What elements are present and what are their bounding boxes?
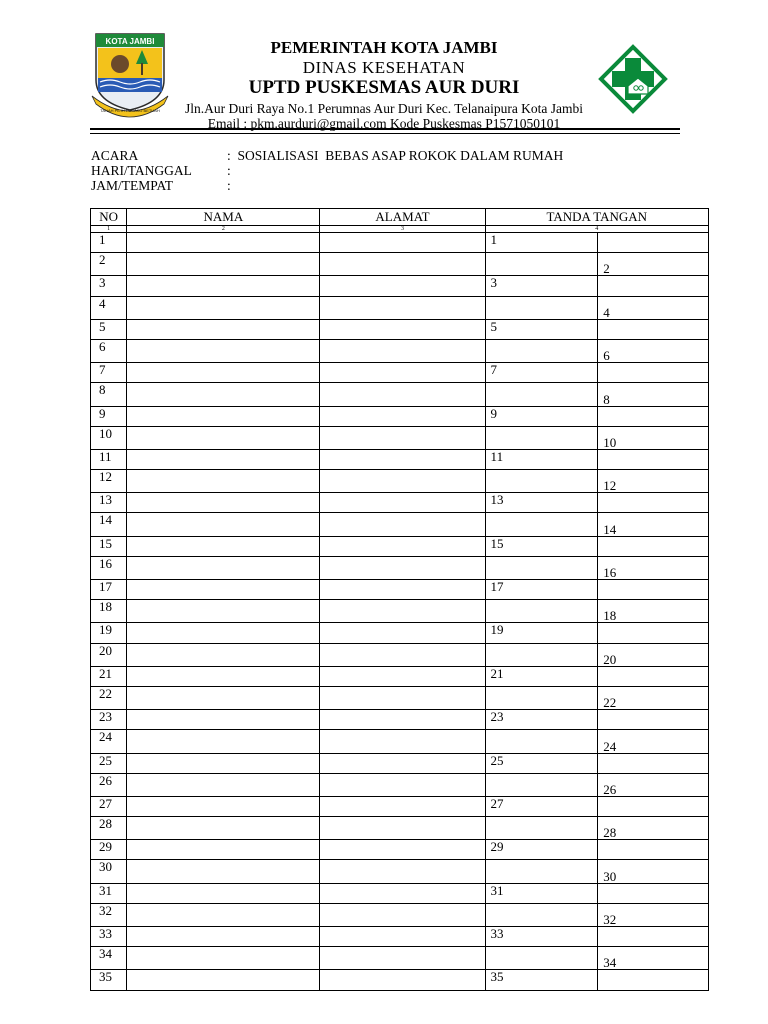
nama-cell	[127, 817, 320, 840]
table-row	[91, 233, 709, 253]
table-row	[91, 796, 709, 816]
column-header-no: NO	[91, 209, 127, 226]
signature-cell-right: 8	[598, 383, 709, 406]
nama-cell	[127, 536, 320, 556]
table-row	[91, 600, 709, 623]
table-row	[91, 426, 709, 449]
alamat-cell	[320, 363, 485, 383]
column-number: 2	[127, 226, 320, 233]
column-number: 3	[320, 226, 485, 233]
nama-cell	[127, 319, 320, 339]
nama-cell	[127, 406, 320, 426]
info-row-jam-tempat	[91, 178, 563, 193]
government-name: PEMERINTAH KOTA JAMBI	[270, 38, 498, 57]
svg-text:TANAH PILIH PUSAKO BETUAH: TANAH PILIH PUSAKO BETUAH	[100, 108, 160, 113]
table-row	[91, 253, 709, 276]
nama-cell	[127, 903, 320, 926]
signature-cell-left	[485, 470, 598, 493]
contact-line: Email : pkm.aurduri@gmail.com Kode Puskesmas P1571050101	[207, 116, 561, 132]
signature-cell-right	[598, 883, 709, 903]
alamat-cell	[320, 840, 485, 860]
info-value: :	[227, 163, 231, 178]
signature-cell-right	[598, 710, 709, 730]
signature-cell-right	[598, 580, 709, 600]
row-number: 31	[91, 883, 127, 903]
alamat-cell	[320, 296, 485, 319]
alamat-cell	[320, 253, 485, 276]
alamat-cell	[320, 710, 485, 730]
nama-cell	[127, 600, 320, 623]
signature-cell-left: 5	[485, 319, 598, 339]
alamat-cell	[320, 773, 485, 796]
signature-cell-right	[598, 666, 709, 686]
info-value: : SOSIALISASI BEBAS ASAP ROKOK DALAM RUMAH	[227, 148, 564, 163]
alamat-cell	[320, 927, 485, 947]
nama-cell	[127, 710, 320, 730]
table-header-row	[91, 209, 709, 226]
alamat-cell	[320, 536, 485, 556]
alamat-cell	[320, 233, 485, 253]
nama-cell	[127, 947, 320, 970]
row-number: 28	[91, 817, 127, 840]
table-row	[91, 276, 709, 296]
table-row	[91, 580, 709, 600]
signature-cell-right: 16	[598, 556, 709, 579]
row-number: 9	[91, 406, 127, 426]
row-number: 19	[91, 623, 127, 643]
signature-cell-left: 7	[485, 363, 598, 383]
table-row	[91, 383, 709, 406]
table-row	[91, 710, 709, 730]
signature-cell-left: 13	[485, 493, 598, 513]
alamat-cell	[320, 730, 485, 753]
nama-cell	[127, 643, 320, 666]
row-number: 16	[91, 556, 127, 579]
row-number: 33	[91, 927, 127, 947]
alamat-cell	[320, 686, 485, 709]
alamat-cell	[320, 406, 485, 426]
nama-cell	[127, 276, 320, 296]
row-number: 27	[91, 796, 127, 816]
signature-cell-right	[598, 927, 709, 947]
signature-cell-left: 3	[485, 276, 598, 296]
signature-cell-right: 10	[598, 426, 709, 449]
nama-cell	[127, 730, 320, 753]
signature-cell-right	[598, 276, 709, 296]
signature-cell-right: 30	[598, 860, 709, 883]
signature-cell-right	[598, 796, 709, 816]
signature-cell-right: 24	[598, 730, 709, 753]
signature-cell-left: 9	[485, 406, 598, 426]
signature-cell-right: 22	[598, 686, 709, 709]
table-row	[91, 623, 709, 643]
info-label: ACARA	[91, 148, 139, 163]
nama-cell	[127, 493, 320, 513]
alamat-cell	[320, 339, 485, 362]
row-number: 13	[91, 493, 127, 513]
signature-cell-left: 35	[485, 970, 598, 990]
table-row	[91, 817, 709, 840]
nama-cell	[127, 253, 320, 276]
alamat-cell	[320, 600, 485, 623]
signature-cell-left	[485, 253, 598, 276]
info-row-acara	[91, 148, 563, 163]
nama-cell	[127, 796, 320, 816]
alamat-cell	[320, 860, 485, 883]
alamat-cell	[320, 449, 485, 469]
nama-cell	[127, 363, 320, 383]
alamat-cell	[320, 276, 485, 296]
table-row	[91, 903, 709, 926]
info-value: :	[227, 178, 231, 193]
alamat-cell	[320, 556, 485, 579]
column-number-row	[91, 226, 709, 233]
signature-cell-left: 33	[485, 927, 598, 947]
row-number: 34	[91, 947, 127, 970]
alamat-cell	[320, 580, 485, 600]
table-row	[91, 643, 709, 666]
alamat-cell	[320, 666, 485, 686]
row-number: 3	[91, 276, 127, 296]
alamat-cell	[320, 319, 485, 339]
row-number: 15	[91, 536, 127, 556]
signature-cell-right	[598, 406, 709, 426]
row-number: 1	[91, 233, 127, 253]
event-info	[91, 148, 563, 193]
alamat-cell	[320, 643, 485, 666]
table-row	[91, 753, 709, 773]
nama-cell	[127, 426, 320, 449]
alamat-cell	[320, 796, 485, 816]
table-row	[91, 730, 709, 753]
institution-name: UPTD PUSKESMAS AUR DURI	[248, 77, 520, 99]
alamat-cell	[320, 623, 485, 643]
nama-cell	[127, 773, 320, 796]
signature-cell-right	[598, 840, 709, 860]
department-name: DINAS KESEHATAN	[302, 57, 466, 77]
signature-cell-left	[485, 686, 598, 709]
table-row	[91, 666, 709, 686]
row-number: 23	[91, 710, 127, 730]
signature-cell-right	[598, 319, 709, 339]
table-row	[91, 686, 709, 709]
letterhead	[90, 38, 678, 132]
row-number: 26	[91, 773, 127, 796]
signature-cell-right: 4	[598, 296, 709, 319]
emblem-title: KOTA JAMBI	[105, 37, 155, 46]
nama-cell	[127, 970, 320, 990]
column-number: 4	[485, 226, 708, 233]
column-header-alamat: ALAMAT	[320, 209, 485, 226]
alamat-cell	[320, 753, 485, 773]
nama-cell	[127, 623, 320, 643]
table-row	[91, 883, 709, 903]
signature-cell-right: 32	[598, 903, 709, 926]
signature-cell-right: 12	[598, 470, 709, 493]
row-number: 29	[91, 840, 127, 860]
signature-cell-left	[485, 296, 598, 319]
signature-cell-left	[485, 773, 598, 796]
row-number: 12	[91, 470, 127, 493]
row-number: 14	[91, 513, 127, 536]
signature-cell-right: 28	[598, 817, 709, 840]
row-number: 4	[91, 296, 127, 319]
alamat-cell	[320, 970, 485, 990]
signature-cell-left: 17	[485, 580, 598, 600]
column-header-nama: NAMA	[127, 209, 320, 226]
row-number: 35	[91, 970, 127, 990]
address-line: Jln.Aur Duri Raya No.1 Perumnas Aur Duri Kec. Telanaipura Kota Jambi	[184, 100, 584, 116]
row-number: 6	[91, 339, 127, 362]
row-number: 8	[91, 383, 127, 406]
nama-cell	[127, 840, 320, 860]
alamat-cell	[320, 883, 485, 903]
table-row	[91, 970, 709, 990]
alamat-cell	[320, 513, 485, 536]
alamat-cell	[320, 947, 485, 970]
alamat-cell	[320, 817, 485, 840]
signature-cell-right	[598, 233, 709, 253]
signature-cell-left: 29	[485, 840, 598, 860]
signature-cell-left: 31	[485, 883, 598, 903]
signature-cell-right	[598, 623, 709, 643]
info-label: HARI/TANGGAL	[91, 163, 192, 178]
nama-cell	[127, 383, 320, 406]
table-row	[91, 513, 709, 536]
signature-cell-left: 27	[485, 796, 598, 816]
signature-cell-left: 11	[485, 449, 598, 469]
info-row-hari-tanggal	[91, 163, 563, 178]
table-row	[91, 840, 709, 860]
signature-cell-right	[598, 493, 709, 513]
nama-cell	[127, 449, 320, 469]
table-row	[91, 947, 709, 970]
signature-cell-left	[485, 860, 598, 883]
table-row	[91, 493, 709, 513]
table-row	[91, 339, 709, 362]
signature-cell-left	[485, 556, 598, 579]
nama-cell	[127, 470, 320, 493]
row-number: 25	[91, 753, 127, 773]
table-row	[91, 773, 709, 796]
signature-cell-right	[598, 449, 709, 469]
table-row	[91, 449, 709, 469]
signature-cell-left	[485, 426, 598, 449]
row-number: 7	[91, 363, 127, 383]
nama-cell	[127, 580, 320, 600]
nama-cell	[127, 860, 320, 883]
alamat-cell	[320, 903, 485, 926]
column-header-tanda-tangan: TANDA TANGAN	[485, 209, 708, 226]
signature-cell-left: 1	[485, 233, 598, 253]
alamat-cell	[320, 493, 485, 513]
nama-cell	[127, 233, 320, 253]
signature-cell-right	[598, 363, 709, 383]
row-number: 30	[91, 860, 127, 883]
row-number: 18	[91, 600, 127, 623]
signature-cell-left: 25	[485, 753, 598, 773]
signature-cell-right: 14	[598, 513, 709, 536]
table-row	[91, 406, 709, 426]
row-number: 5	[91, 319, 127, 339]
signature-cell-left	[485, 383, 598, 406]
signature-cell-left	[485, 730, 598, 753]
signature-cell-left	[485, 903, 598, 926]
signature-cell-right: 2	[598, 253, 709, 276]
header-divider-thin	[90, 133, 680, 134]
signature-cell-right	[598, 753, 709, 773]
table-row	[91, 556, 709, 579]
signature-cell-right: 18	[598, 600, 709, 623]
row-number: 10	[91, 426, 127, 449]
nama-cell	[127, 686, 320, 709]
info-label: JAM/TEMPAT	[91, 178, 174, 193]
signature-cell-left: 15	[485, 536, 598, 556]
row-number: 21	[91, 666, 127, 686]
table-body	[91, 233, 709, 991]
signature-cell-right	[598, 970, 709, 990]
table-row	[91, 470, 709, 493]
nama-cell	[127, 883, 320, 903]
table-row	[91, 363, 709, 383]
table-row	[91, 927, 709, 947]
row-number: 11	[91, 449, 127, 469]
nama-cell	[127, 296, 320, 319]
signature-cell-left: 21	[485, 666, 598, 686]
attendance-table	[90, 208, 709, 991]
signature-cell-left	[485, 513, 598, 536]
nama-cell	[127, 753, 320, 773]
alamat-cell	[320, 470, 485, 493]
alamat-cell	[320, 383, 485, 406]
row-number: 20	[91, 643, 127, 666]
nama-cell	[127, 556, 320, 579]
table-row	[91, 296, 709, 319]
signature-cell-right	[598, 536, 709, 556]
signature-cell-left	[485, 600, 598, 623]
header-divider-thick	[90, 128, 680, 130]
table-row	[91, 319, 709, 339]
signature-cell-right: 6	[598, 339, 709, 362]
signature-cell-left	[485, 643, 598, 666]
signature-cell-right: 34	[598, 947, 709, 970]
signature-cell-right: 20	[598, 643, 709, 666]
signature-cell-left: 23	[485, 710, 598, 730]
table-row	[91, 860, 709, 883]
alamat-cell	[320, 426, 485, 449]
signature-cell-left	[485, 817, 598, 840]
table-row	[91, 536, 709, 556]
signature-cell-right: 26	[598, 773, 709, 796]
row-number: 22	[91, 686, 127, 709]
signature-cell-left: 19	[485, 623, 598, 643]
nama-cell	[127, 666, 320, 686]
column-number: 1	[91, 226, 127, 233]
row-number: 32	[91, 903, 127, 926]
nama-cell	[127, 339, 320, 362]
signature-cell-left	[485, 339, 598, 362]
nama-cell	[127, 513, 320, 536]
row-number: 24	[91, 730, 127, 753]
signature-cell-left	[485, 947, 598, 970]
nama-cell	[127, 927, 320, 947]
row-number: 17	[91, 580, 127, 600]
row-number: 2	[91, 253, 127, 276]
